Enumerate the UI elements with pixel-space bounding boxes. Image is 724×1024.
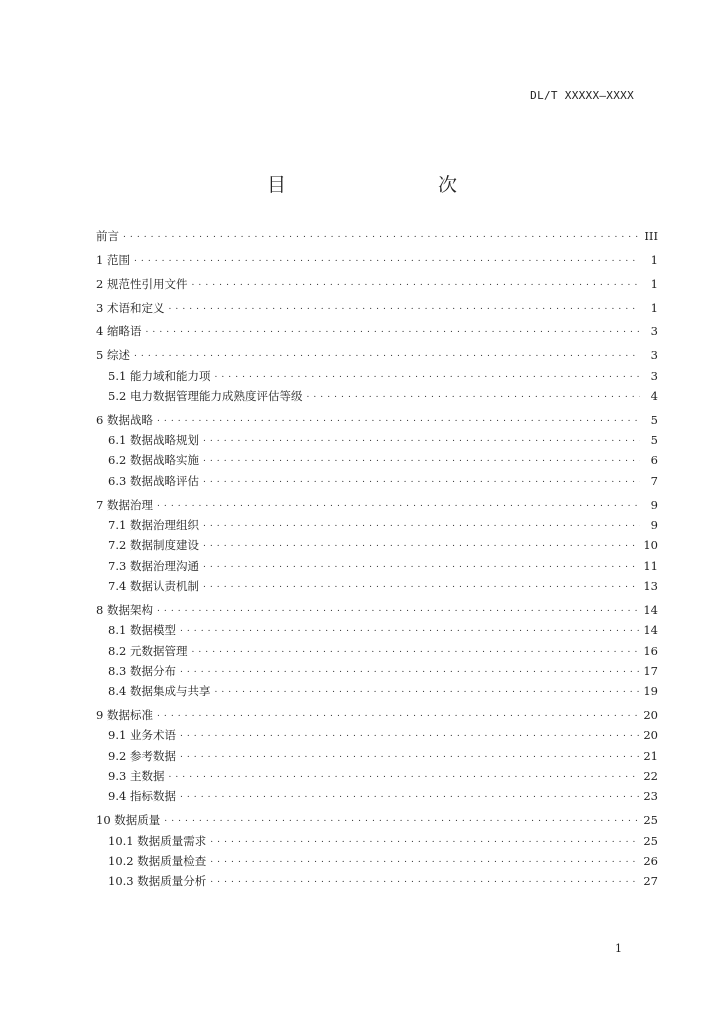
toc-leader-dots (180, 727, 639, 739)
toc-entry-section[interactable] (96, 768, 658, 788)
toc-entry-page: 20 (643, 708, 658, 723)
toc-entry-section[interactable] (96, 537, 658, 557)
toc-entry-label: 7.1 数据治理组织 (108, 517, 199, 532)
toc-entry-label: 6.3 数据战略评估 (108, 473, 199, 488)
toc-entry-label: 2 规范性引用文件 (96, 276, 188, 291)
toc-entry-section[interactable] (96, 432, 658, 452)
toc-leader-dots (157, 602, 639, 614)
toc-leader-dots (203, 558, 639, 570)
toc-entry-label: 6.2 数据战略实施 (108, 453, 199, 468)
toc-leader-dots (180, 663, 639, 675)
toc-entry-section[interactable] (96, 558, 658, 578)
toc-leader-dots (210, 833, 639, 845)
toc-entry-page: 25 (643, 813, 658, 828)
toc-entry-label: 8.2 元数据管理 (108, 643, 188, 658)
toc-leader-dots (123, 228, 640, 240)
toc-entry-section[interactable] (96, 517, 658, 537)
toc-leader-dots (306, 388, 640, 400)
toc-entry-section[interactable] (96, 452, 658, 472)
toc-entry-page: 1 (650, 252, 658, 267)
page-title: 目 次 (266, 174, 495, 196)
toc-leader-dots (157, 707, 639, 719)
toc-entry-label: 10.3 数据质量分析 (108, 874, 207, 889)
toc-entry-section[interactable] (96, 748, 658, 768)
toc-entry-section[interactable] (96, 833, 658, 853)
toc-leader-dots (203, 578, 639, 590)
toc-entry-chapter[interactable] (96, 323, 658, 343)
toc-entry-label: 7.2 数据制度建设 (108, 538, 199, 553)
toc-leader-dots (210, 873, 639, 885)
toc-entry-page: 3 (650, 324, 658, 339)
toc-entry-section[interactable] (96, 643, 658, 663)
toc-entry-section[interactable] (96, 683, 658, 703)
toc-entry-section[interactable] (96, 578, 658, 598)
toc-leader-dots (191, 643, 639, 655)
toc-entry-page: 25 (643, 833, 658, 848)
toc-entry-label: 8.4 数据集成与共享 (108, 684, 211, 699)
toc-entry-page: 4 (650, 388, 658, 403)
toc-entry-label: 7 数据治理 (96, 497, 153, 512)
toc-entry-section[interactable] (96, 368, 658, 388)
toc-entry-page: 16 (643, 643, 658, 658)
toc-entry-label: 9.3 主数据 (108, 769, 165, 784)
toc-entry-page: 22 (643, 769, 658, 784)
toc-entry-page: 9 (650, 497, 658, 512)
page-number: 1 (615, 942, 622, 955)
toc-entry-label: 9.2 参考数据 (108, 748, 176, 763)
toc-entry-page: 7 (650, 473, 658, 488)
toc-leader-dots (210, 853, 639, 865)
toc-leader-dots (203, 473, 640, 485)
toc-entry-section[interactable] (96, 622, 658, 642)
toc-entry-chapter[interactable] (96, 412, 658, 432)
toc-leader-dots (168, 300, 640, 312)
toc-entry-page: III (644, 229, 658, 243)
toc-entry-label: 7.3 数据治理沟通 (108, 558, 199, 573)
toc-leader-dots (168, 768, 639, 780)
document-code: DL/T XXXXX—XXXX (530, 89, 634, 102)
toc-entry-chapter[interactable] (96, 497, 658, 517)
toc-entry-page: 13 (643, 579, 658, 593)
toc-entry-section[interactable] (96, 788, 658, 808)
toc-entry-section[interactable] (96, 663, 658, 683)
toc-leader-dots (164, 812, 639, 824)
toc-entry-page: 26 (643, 853, 658, 868)
toc-entry-page: 1 (650, 300, 658, 315)
toc-entry-page: 3 (650, 368, 658, 383)
toc-entry-label: 9.1 业务术语 (108, 728, 176, 743)
toc-entry-label: 8 数据架构 (96, 602, 153, 617)
toc-entry-page: 20 (643, 728, 658, 743)
toc-entry-label: 9 数据标准 (96, 708, 153, 723)
toc-entry-page: 9 (650, 517, 658, 532)
toc-entry-label: 3 术语和定义 (96, 300, 165, 315)
toc-entry-label: 4 缩略语 (96, 324, 142, 339)
toc-entry-label: 前言 (96, 229, 119, 243)
table-of-contents (96, 228, 658, 894)
toc-entry-label: 5.2 电力数据管理能力成熟度评估等级 (108, 388, 303, 403)
toc-entry-chapter[interactable] (96, 812, 658, 832)
toc-entry-page: 10 (643, 538, 658, 553)
toc-entry-page: 5 (650, 433, 658, 448)
toc-entry-label: 8.3 数据分布 (108, 663, 176, 678)
toc-leader-dots (214, 368, 640, 380)
toc-leader-dots (180, 788, 639, 800)
toc-entry-page: 14 (643, 623, 658, 638)
toc-entry-page: 1 (650, 276, 658, 291)
toc-entry-label: 6 数据战略 (96, 412, 153, 427)
toc-leader-dots (203, 517, 640, 529)
toc-entry-section[interactable] (96, 727, 658, 747)
toc-entry-page: 6 (650, 453, 658, 468)
toc-entry-section[interactable] (96, 473, 658, 493)
toc-entry-section[interactable] (96, 873, 658, 893)
toc-leader-dots (180, 748, 639, 760)
toc-entry-chapter[interactable] (96, 252, 658, 272)
toc-entry-section[interactable] (96, 853, 658, 873)
toc-entry-chapter[interactable] (96, 300, 658, 320)
toc-entry-page: 27 (643, 874, 658, 889)
toc-entry-chapter[interactable] (96, 707, 658, 727)
toc-entry-page: 21 (643, 748, 658, 763)
toc-entry-page: 5 (650, 412, 658, 427)
toc-leader-dots (203, 432, 640, 444)
toc-entry-label: 6.1 数据战略规划 (108, 433, 199, 448)
toc-entry-label: 9.4 指标数据 (108, 789, 176, 804)
toc-entry-page: 17 (643, 663, 658, 678)
toc-entry-page: 23 (643, 789, 658, 804)
toc-leader-dots (157, 412, 640, 424)
toc-entry-chapter[interactable] (96, 276, 658, 296)
toc-leader-dots (203, 452, 640, 464)
toc-entry-label: 10.1 数据质量需求 (108, 833, 207, 848)
toc-entry-chapter[interactable] (96, 602, 658, 622)
toc-leader-dots (180, 622, 639, 634)
toc-leader-dots (145, 323, 640, 335)
toc-entry-page: 19 (643, 684, 658, 699)
toc-entry-page: 11 (643, 558, 658, 573)
toc-leader-dots (157, 497, 640, 509)
toc-entry-chapter[interactable] (96, 347, 658, 367)
toc-leader-dots (134, 347, 640, 359)
toc-leader-dots (203, 537, 639, 549)
toc-entry-page: 14 (643, 602, 658, 617)
toc-entry-label: 8.1 数据模型 (108, 623, 176, 638)
toc-entry-section[interactable] (96, 388, 658, 408)
toc-entry-label: 7.4 数据认责机制 (108, 579, 199, 593)
toc-entry-label: 5 综述 (96, 348, 130, 363)
toc-entry-label: 5.1 能力域和能力项 (108, 368, 211, 383)
toc-entry-label: 10 数据质量 (96, 813, 161, 828)
toc-entry-label: 10.2 数据质量检查 (108, 853, 207, 868)
toc-entry-label: 1 范围 (96, 252, 130, 267)
toc-leader-dots (134, 252, 640, 264)
toc-leader-dots (214, 683, 639, 695)
toc-leader-dots (191, 276, 640, 288)
toc-entry-chapter[interactable] (96, 228, 658, 248)
toc-entry-page: 3 (650, 348, 658, 363)
